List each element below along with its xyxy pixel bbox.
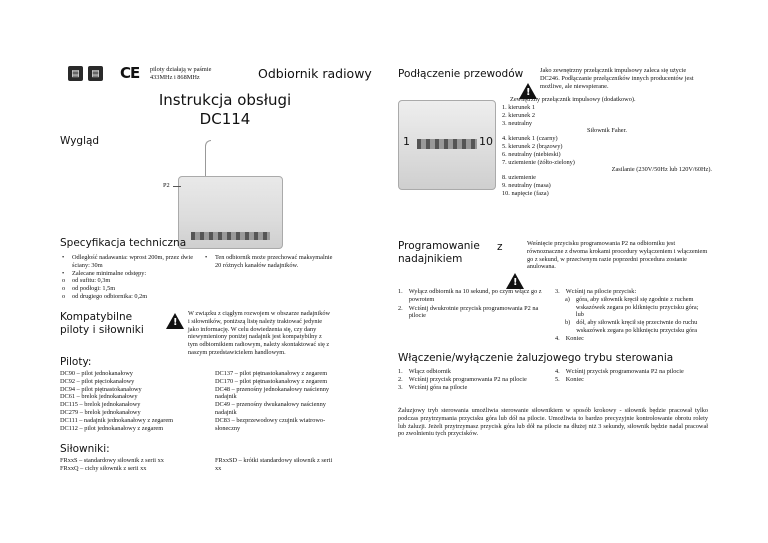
antenna-wire xyxy=(205,140,211,180)
remote-item: DC279 – brelok jednokanałowy xyxy=(60,408,141,416)
appearance-heading: Wygląd xyxy=(60,135,100,147)
spec-item: • Ten odbiornik może przechować maksymalnie 20 różnych kanałów nadajników. xyxy=(205,254,333,269)
wiring-item: 9. neutralny (masa) xyxy=(502,181,551,189)
wiring-item: 7. uziemienie (żółto-zielony) xyxy=(502,158,575,166)
remotes-heading: Piloty: xyxy=(60,356,92,368)
wiring-item: 3. neutralny xyxy=(502,119,533,127)
receiver-device-image xyxy=(178,176,283,249)
warning-icon: ! xyxy=(506,273,524,289)
remotes-list-right xyxy=(215,370,340,432)
blind-mode-step: 5. Koniec xyxy=(555,375,584,383)
title-line-1: Instrukcja obsługi xyxy=(158,91,292,109)
warning-icon: ! xyxy=(166,313,184,329)
actuators-list-right xyxy=(215,457,340,473)
remote-item: DC61 – brelok jednokanałowy xyxy=(60,393,138,401)
remote-item: DC49 – przenośny dwukanałowy naścienny nadajnik xyxy=(215,401,326,416)
spec-item: o od drugiego odbiornika: 0,2m xyxy=(62,292,148,300)
remote-item: DC111 – nadajnik jednokanałowy z zegarem xyxy=(60,416,174,424)
remote-item: DC90 – pilot jednokanałowy xyxy=(60,370,133,377)
wiring-item: 1. kierunek 1 xyxy=(502,104,536,111)
spec-heading: Specyfikacja techniczna xyxy=(60,237,187,249)
p2-pointer-line xyxy=(173,186,181,187)
spec-list-right xyxy=(205,254,333,270)
page-title xyxy=(150,91,300,129)
frequency-note: piloty działają w paśmie 433MHz i 868MHz xyxy=(150,66,212,81)
remote-item: DC48 – przenośny jednokanałowy naścienny nadajnik xyxy=(215,385,330,401)
remote-item: DC137 – pilot piętnastokanałowy z zegarem xyxy=(215,370,328,377)
wiring-list xyxy=(502,104,712,198)
blind-mode-step: 3. Wciśnij góra na pilocie xyxy=(398,383,468,391)
terminal-label-left: 1 xyxy=(403,135,410,148)
actuator-item: FRxxS – standardowy siłownik z serii xx xyxy=(60,457,164,464)
wiring-device-image xyxy=(398,100,496,190)
wiring-item: 4. kierunek 1 (czarny) xyxy=(502,135,558,143)
programming-step: a) góra, aby siłownik kręcił się zgodnie z ruchem wskazówek zegara po kliknięciu przycisku góra; lub xyxy=(565,295,699,319)
programming-z-label: z xyxy=(497,241,503,253)
programming-step: b) dół, aby siłownik kręcił się przeciwnie do ruchu wskazówek zegara po kliknięciu przycisku góra xyxy=(565,319,698,334)
wiring-item: 6. neutralny (niebieski) xyxy=(502,150,561,158)
wiring-heading: Podłączenie przewodów xyxy=(398,68,524,80)
remote-item: DC94 – pilot piętnastokanałowy xyxy=(60,385,142,393)
actuator-item: FRxxQ – cichy siłownik z serii xx xyxy=(60,464,147,472)
wiring-item: 10. napięcie (faza) xyxy=(502,189,549,197)
product-type: Odbiornik radiowy xyxy=(258,66,372,81)
wiring-item: Siłownik Faher. xyxy=(587,127,627,135)
remote-item: DC83 – bezprzewodowy czujnik wiatrowo-słoneczny xyxy=(215,416,326,432)
wiring-item: 5. kierunek 2 (brązowy) xyxy=(502,142,563,150)
compatible-heading: Kompatybilne piloty i siłowniki xyxy=(60,311,144,336)
remote-item: DC112 – pilot jednokanałowy z zegarem xyxy=(60,424,164,432)
blind-mode-paragraph: Żaluzjowy tryb sterowania umożliwia sterowanie siłownikiem w sposób krokowy - siłownik będzie pracował tylko podczas przytrzymania przycisku góra lub dół na pilocie. Umożliwia to bardzo precyzyjnie kontrolowanie obrotu rolety lub żaluzji. Jeżeli przytrzymasz przycisk góra lub dół na pilocie na dłużej niż 3 sekundy, siłownik będzie nadal pracował po zwolnieniu tych przycisków. xyxy=(398,407,708,438)
remote-icon: ▤ xyxy=(68,66,83,81)
actuators-heading: Siłowniki: xyxy=(60,443,110,455)
programming-steps-right xyxy=(555,288,705,343)
remote-item: DC170 – pilot piętnastokanałowy z zegarem xyxy=(215,377,328,385)
programming-heading: Programowanie nadajnikiem xyxy=(398,240,480,265)
p2-label: P2 xyxy=(163,182,170,189)
programming-step: 4. Koniec xyxy=(555,334,584,342)
remote-icon: ▤ xyxy=(88,66,103,81)
compatible-warning: W związku z ciągłym rozwojem w obszarze nadajników i siłowników, poniższą listę należy traktować jedynie jako informację. W celu dowiedzenia się, czy dany niewymieniony poniżej nadajnik jest kompatybilny z tym odbiornikiem radiowym, należy skontaktować się z naszym przedstawicielem handlowym. xyxy=(188,310,331,356)
title-line-2: DC114 xyxy=(199,110,251,128)
blind-mode-step: 4. Wciśnij przycisk programowania P2 na pilocie xyxy=(555,368,684,375)
spec-item: • Odległość nadawania: wprost 200m, przez dwie ściany: 30m xyxy=(62,254,194,269)
ce-mark-icon: CE xyxy=(120,64,140,82)
remotes-list-left xyxy=(60,370,208,432)
programming-step: 2. Wciśnij dwukrotnie przycisk programowania P2 na pilocie xyxy=(398,304,539,320)
actuator-item: FRxxSD – krótki standardowy siłownik z serii xx xyxy=(215,457,333,472)
wiring-caption: Zewnętrzny przełącznik impulsowy (dodatkowo). xyxy=(510,96,636,103)
spec-item: o od sufitu: 0,3m xyxy=(62,277,111,285)
programming-steps-left xyxy=(398,288,548,320)
remote-item: DC92 – pilot pięciokanałowy xyxy=(60,377,135,385)
blind-mode-step: 2. Wciśnij przycisk programowania P2 na pilocie xyxy=(398,375,527,383)
programming-step: 1. Wyłącz odbiornik na 10 sekund, po czym włącz go z powrotem xyxy=(398,288,542,303)
remote-item: DC115 – brelok jednokanałowy xyxy=(60,401,141,409)
wiring-item: 8. uziemienie xyxy=(502,174,536,182)
wiring-item: 2. kierunek 2 xyxy=(502,111,536,119)
terminal-label-right: 10 xyxy=(479,135,493,148)
warning-icon: ! xyxy=(519,83,537,99)
actuators-list-left xyxy=(60,457,208,473)
spec-list xyxy=(62,254,200,301)
programming-warning: Weśnięcie przycisku programowania P2 na odbiorniku jest równoznaczne z dwoma krokami procedury wyłączeniem i włączeniem go z sekund, w przeciwnym razie poprzedni procedura zostanie anulowana. xyxy=(527,240,708,271)
spec-item: • Zalecane minimalne odstępy: xyxy=(62,269,147,277)
wiring-warning: Jako zewnętrzny przełącznik impulsowy zaleca się użycie DC246. Podłączanie przełączników innych producentów jest możliwe, ale niewspierane. xyxy=(540,67,694,90)
blind-mode-steps-left xyxy=(398,368,548,391)
wiring-item: Zasilanie (230V/50Hz lub 120V/60Hz). xyxy=(611,166,712,174)
programming-step: 3. Wciśnij na pilocie przycisk: xyxy=(555,288,637,295)
blind-mode-steps-right xyxy=(555,368,705,384)
blind-mode-step: 1. Włącz odbiornik xyxy=(398,368,451,375)
spec-item: o od podłogi: 1,5m xyxy=(62,285,116,293)
blind-mode-heading: Włączenie/wyłączenie żaluzjowego trybu sterowania xyxy=(398,352,674,364)
